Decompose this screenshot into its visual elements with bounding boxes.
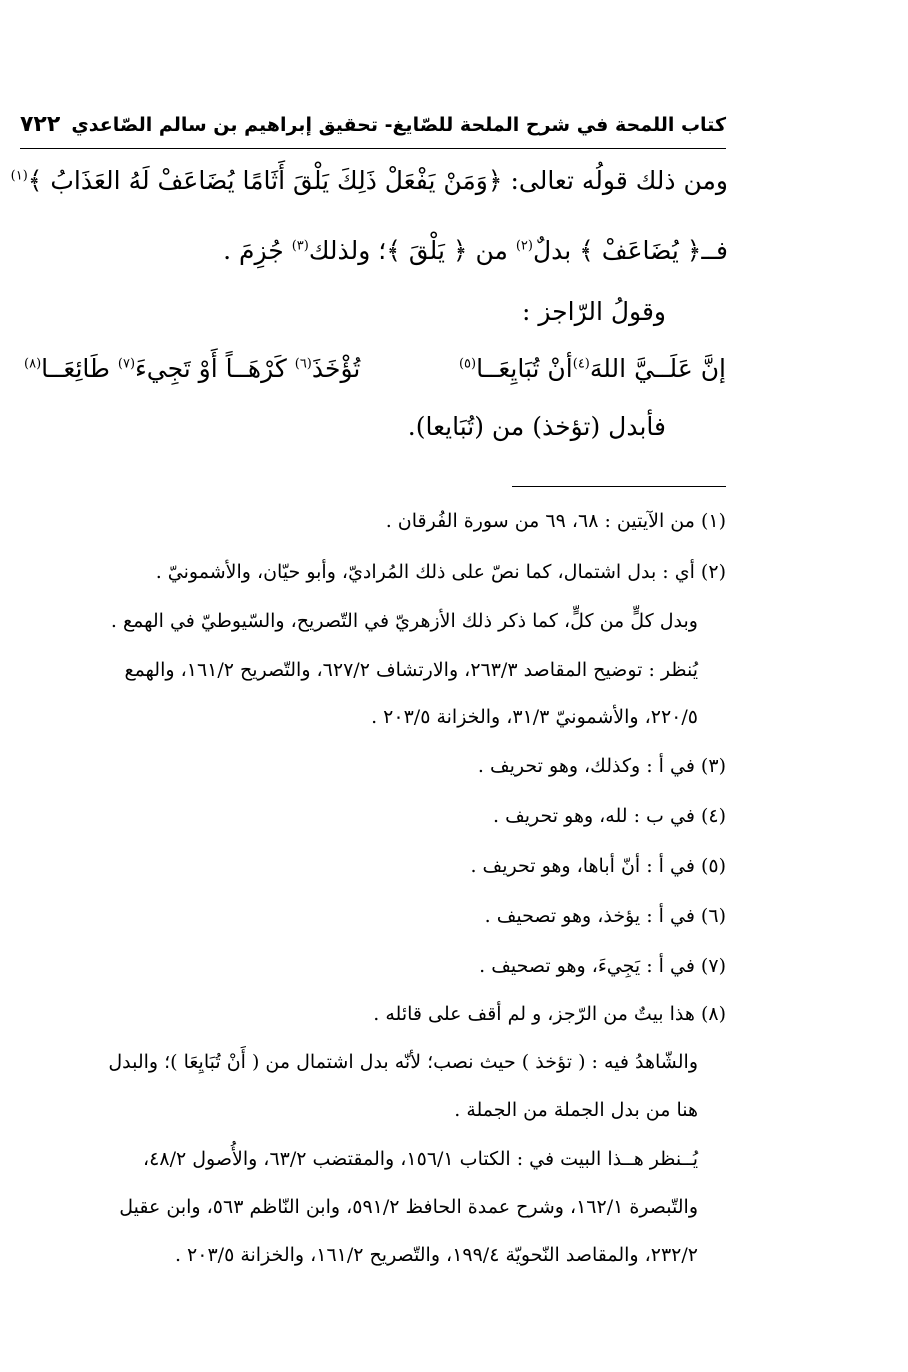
verse-first-hemistich — [459, 354, 726, 383]
verse-second-hemistich — [24, 354, 360, 383]
main-line-2-part-b: من ﴿ يَلْقَ ﴾؛ ولذلك — [308, 236, 516, 265]
footnote-line: (٥) في أ : أنّ أباها، وهو تحريف . — [470, 855, 726, 877]
footnote-line: (٨) هذا بيتٌ من الرّجز، و لم أقف على قائله . — [373, 1003, 726, 1025]
footnote-ref-6: (٦) — [294, 356, 312, 372]
verse-left-part-b: كَرْهَــاً أَوْ تَجِيءَ — [135, 354, 295, 383]
main-line-2-part-c: جُزِمَ . — [223, 236, 292, 265]
running-header — [20, 108, 726, 149]
footnote-separator — [512, 486, 726, 487]
verse-left-part-c: طَائِعَــا — [41, 354, 118, 383]
footnote-line: (٢) أي : بدل اشتمال، كما نصّ على ذلك المُراديّ، وأبو حيّان، والأشمونيّ . — [155, 561, 726, 583]
footnote-ref-2: (٢) — [515, 238, 533, 254]
footnote-ref-1: (١) — [10, 168, 28, 184]
footnote-line: (٦) في أ : يؤخذ، وهو تصحيف . — [484, 905, 726, 927]
main-line-2-part-a: فــ﴿ يُضَاعَفْ ﴾ بدلٌ — [532, 236, 728, 265]
footnote-line: ٢٣٢/٢، والمقاصد النّحويّة ١٩٩/٤، والتّصريح ١٦١/٢، والخزانة ٢٠٣/٥ . — [174, 1244, 698, 1266]
footnote-ref-3: (٣) — [291, 238, 309, 254]
page-number: ٧٢٢ — [20, 112, 61, 137]
footnote-line: ٢٢٠/٥، والأشمونيّ ٣١/٣، والخزانة ٢٠٣/٥ . — [371, 706, 698, 728]
footnote-line: يُنظر : توضيح المقاصد ٢٦٣/٣، والارتشاف ٦٢٧/٢، والتّصريح ١٦١/٢، والهمع — [124, 659, 698, 681]
footnote-line: (٣) في أ : وكذلك، وهو تحريف . — [477, 755, 726, 777]
quran-quote: ومن ذلك قولُه تعالى: ﴿وَمَنْ يَفْعَلْ ذَلِكَ يَلْقَ أَثَامًا يُضَاعَفْ لَهُ العَذَابُ ﴾ — [27, 166, 728, 195]
footnote-line: (١) من الآيتين : ٦٨، ٦٩ من سورة الفُرقان . — [385, 510, 726, 532]
footnote-line: هنا من بدل الجملة من الجملة . — [454, 1099, 698, 1121]
footnote-ref-7: (٧) — [117, 356, 136, 372]
main-line-3: وقولُ الرّاجز : — [522, 297, 666, 326]
main-line-2 — [223, 236, 728, 265]
footnote-ref-8: (٨) — [24, 356, 42, 372]
footnote-ref-4: (٤) — [572, 356, 590, 372]
main-line-5: فأبدل (تؤخذ) من (تُبَايعا). — [407, 412, 666, 441]
verse-left-part-a: تُؤْخَذَ — [311, 354, 361, 383]
footnote-line: يُــنظر هــذا البيت في : الكتاب ١٥٦/١، والمقتضب ٦٣/٢، والأُصول ٤٨/٢، — [143, 1148, 698, 1170]
footnote-line: (٤) في ب : لله، وهو تحريف . — [493, 805, 726, 827]
footnote-line: (٧) في أ : يَجِيءَ، وهو تصحيف . — [479, 955, 726, 977]
main-line-1 — [11, 166, 728, 195]
header-title: كتاب اللمحة في شرح الملحة للصّايغ- تحقيق إبراهيم بن سالم الصّاعدي — [71, 114, 726, 136]
footnote-ref-5: (٥) — [458, 356, 477, 372]
footnote-line: والتّبصرة ١٦٢/١، وشرح عمدة الحافظ ٥٩١/٢، وابن النّاظم ٥٦٣، وابن عقيل — [119, 1196, 698, 1218]
footnote-line: وبدل كلٍّ من كلٍّ، كما ذكر ذلك الأزهريّ في التّصريح، والسّيوطيّ في الهمع . — [110, 610, 698, 632]
verse-right-part-b: أنْ تُبَايِعَــا — [476, 354, 573, 383]
verse-right-part-a: إنَّ عَلَــيَّ اللهَ — [589, 354, 726, 383]
footnote-line: والشّاهدُ فيه : ( تؤخذ ) حيث نصب؛ لأنّه بدل اشتمال من ( أَنْ تُبَايِعَا )؛ والبدل — [108, 1051, 698, 1073]
